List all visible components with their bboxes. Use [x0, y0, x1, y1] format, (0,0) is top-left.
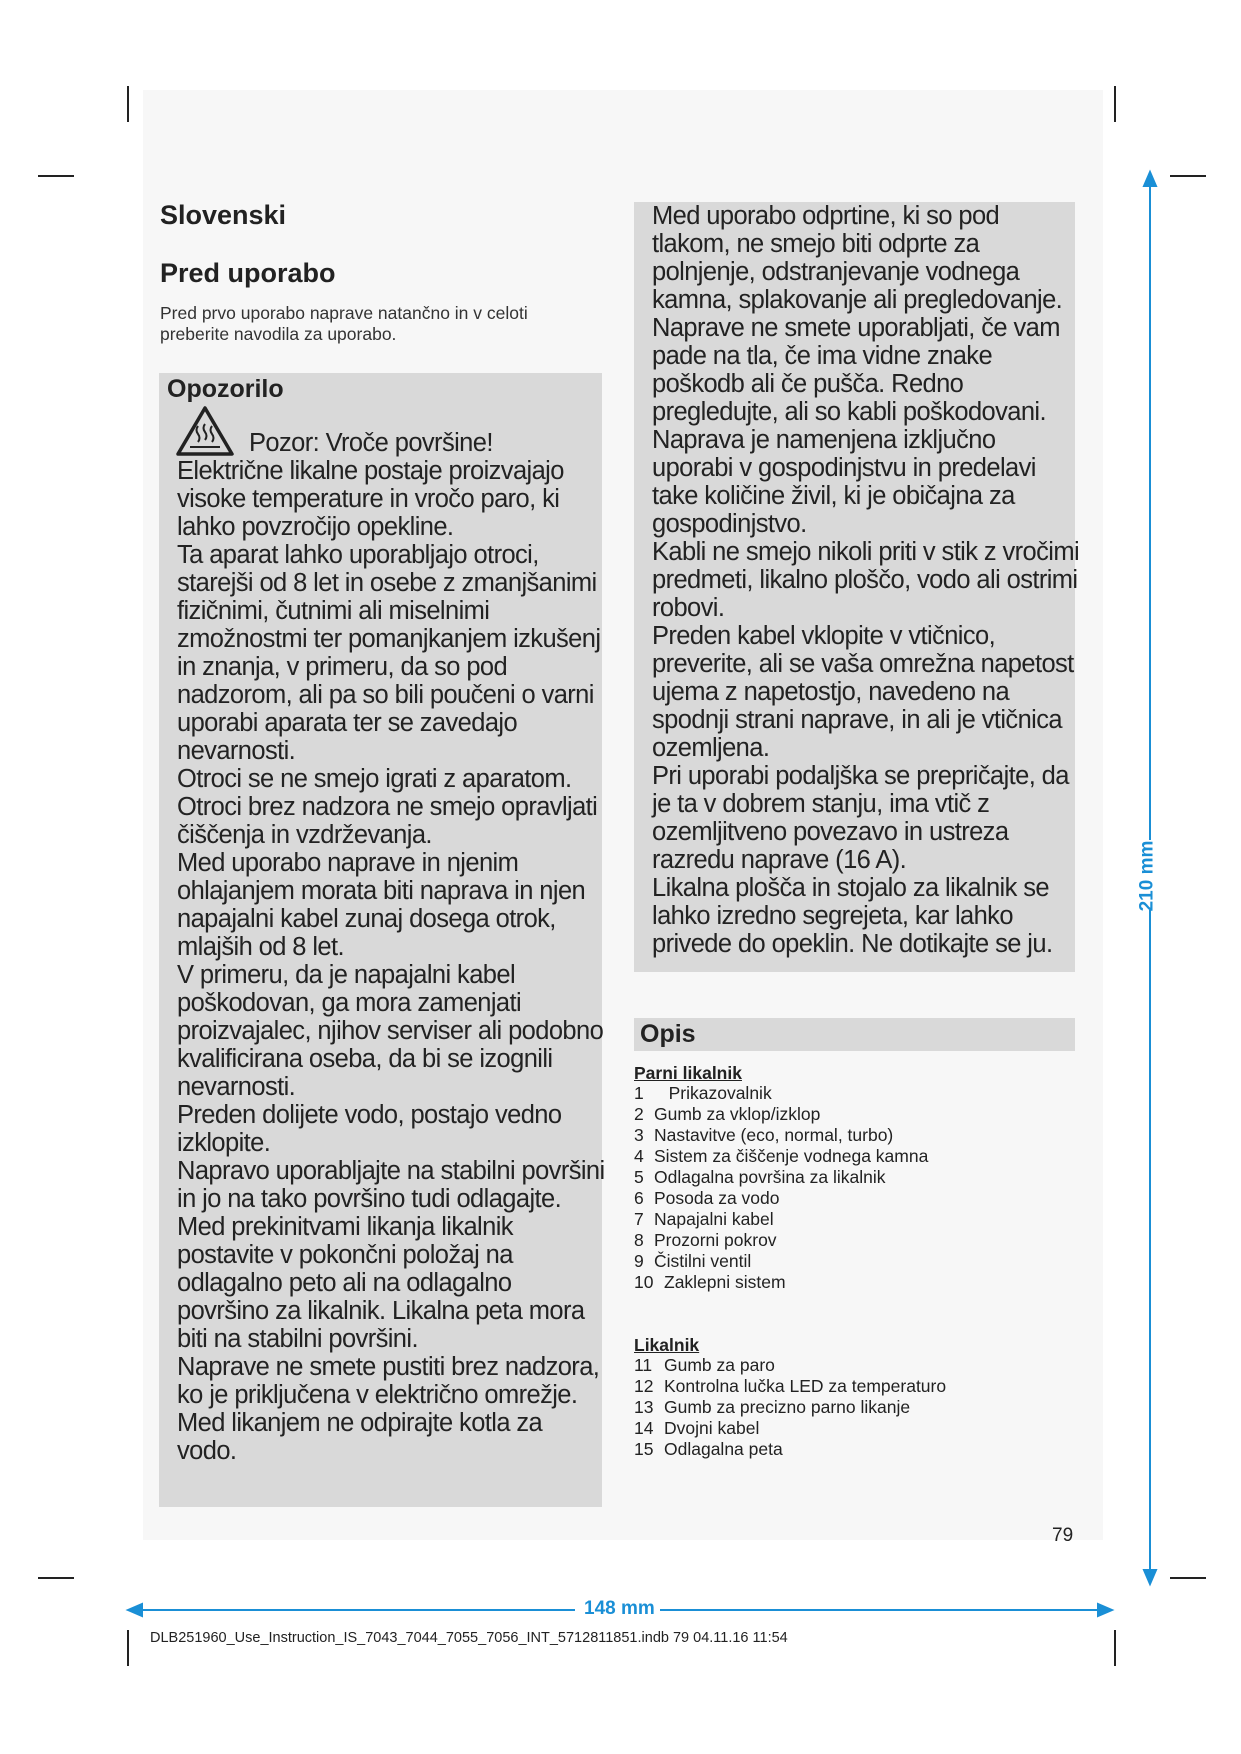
item-number: 5	[634, 1167, 644, 1187]
item-number: 11	[634, 1355, 653, 1375]
item-label: Sistem za čiščenje vodnega kamna	[654, 1146, 929, 1166]
item-label: Čistilni ventil	[654, 1251, 752, 1271]
warning-paragraph: Naprava je namenjena izključno uporabi v gospodinjstvu in predelavi take količine živil, ki je običajna za gospodinjstvo.	[652, 426, 1036, 538]
group-title-iron: Likalnik	[634, 1335, 700, 1355]
item-label: Dvojni kabel	[664, 1418, 760, 1438]
warning-paragraph: Pozor: Vroče površine!	[249, 429, 493, 457]
item-label: Nastavitve (eco, normal, turbo)	[654, 1125, 894, 1145]
height-dimension-label: 210 mm	[1136, 840, 1158, 912]
item-number: 15	[634, 1439, 654, 1459]
section-heading: Pred uporabo	[160, 258, 336, 288]
item-label: Prikazovalnik	[668, 1083, 772, 1103]
group-title-steam-iron: Parni likalnik	[634, 1063, 742, 1083]
warning-paragraph: Preden dolijete vodo, postajo vedno izklopite.	[177, 1101, 562, 1157]
arrow-right-icon	[1098, 1604, 1112, 1616]
item-label: Kontrolna lučka LED za temperaturo	[664, 1376, 947, 1396]
print-footer: DLB251960_Use_Instruction_IS_7043_7044_7055_7056_INT_5712811851.indb 79 04.11.16 11:54	[150, 1630, 788, 1646]
arrow-up-icon	[1144, 172, 1156, 186]
item-number: 8	[634, 1230, 644, 1250]
language-heading: Slovenski	[160, 200, 287, 230]
item-number: 6	[634, 1188, 644, 1208]
item-number: 12	[634, 1376, 654, 1396]
warning-paragraph: Med uporabo naprave in njenim ohlajanjem morata biti naprava in njen napajalni kabel zunaj dosega otrok, mlajših od 8 let.	[177, 849, 586, 961]
warning-paragraph: Pri uporabi podaljška se prepričajte, da je ta v dobrem stanju, ima vtič z ozemljitveno povezavo in ustreza razredu naprave (16 A).	[652, 762, 1069, 874]
warning-paragraph: Otroci se ne smejo igrati z aparatom.	[177, 765, 572, 793]
item-number: 14	[634, 1418, 654, 1438]
item-label: Posoda za vodo	[654, 1188, 780, 1208]
description-title: Opis	[640, 1020, 696, 1048]
page-number: 79	[1052, 1525, 1074, 1546]
warning-paragraph: Ta aparat lahko uporabljajo otroci, starejši od 8 let in osebe z zmanjšanimi fizičnimi, čutnimi ali miselnimi zmožnostmi ter pomanjkanjem izkušenj in znanja, v primeru, da so pod nadzorom, ali pa so bili poučeni o varni uporabi aparata ter se zavedajo nevarnosti.	[177, 541, 601, 765]
width-dimension-label: 148 mm	[584, 1598, 655, 1619]
arrow-left-icon	[128, 1604, 142, 1616]
item-label: Zaklepni sistem	[664, 1272, 786, 1292]
warning-paragraph: Naprave ne smete pustiti brez nadzora, ko je priključena v električno omrežje.	[177, 1353, 600, 1409]
item-label: Gumb za paro	[664, 1355, 775, 1375]
item-label: Prozorni pokrov	[654, 1230, 777, 1250]
item-number: 1	[634, 1083, 644, 1103]
warning-paragraph: Naprave ne smete uporabljati, če vam pade na tla, če ima vidne znake poškodb ali če pušča. Redno pregledujte, ali so kabli poškodovani.	[652, 314, 1060, 426]
intro-text: Pred prvo uporabo naprave natančno in v celoti preberite navodila za uporabo.	[160, 303, 528, 344]
item-number: 13	[634, 1397, 654, 1417]
item-label: Gumb za precizno parno likanje	[664, 1397, 911, 1417]
warning-paragraph: Med uporabo odprtine, ki so pod tlakom, ne smejo biti odprte za polnjenje, odstranjevanje vodnega kamna, splakovanje ali pregledovanje.	[652, 202, 1063, 314]
item-label: Odlagalna peta	[664, 1439, 783, 1459]
warning-paragraph: Likalna plošča in stojalo za likalnik se lahko izredno segrejeta, kar lahko privede do opeklin. Ne dotikajte se ju.	[652, 874, 1053, 958]
item-number: 9	[634, 1251, 644, 1271]
item-number: 10	[634, 1272, 654, 1292]
warning-paragraph: Med likanjem ne odpirajte kotla za vodo.	[177, 1409, 543, 1465]
item-label: Odlagalna površina za likalnik	[654, 1167, 886, 1187]
item-number: 7	[634, 1209, 644, 1229]
item-number: 2	[634, 1104, 644, 1124]
warning-paragraph: V primeru, da je napajalni kabel poškodovan, ga mora zamenjati proizvajalec, njihov serviser ali podobno kvalificirana oseba, da bi se izognili nevarnosti.	[177, 961, 604, 1101]
warning-paragraph: Električne likalne postaje proizvajajo visoke temperature in vročo paro, ki lahko povzročijo opekline.	[177, 457, 564, 541]
warning-title: Opozorilo	[167, 375, 284, 403]
item-number: 3	[634, 1125, 644, 1145]
warning-paragraph: Otroci brez nadzora ne smejo opravljati čiščenja in vzdrževanja.	[177, 793, 598, 849]
item-number: 4	[634, 1146, 644, 1166]
warning-paragraph: Preden kabel vklopite v vtičnico, preverite, ali se vaša omrežna napetost ujema z napetostjo, navedeno na spodnji strani naprave, in ali je vtičnica ozemljena.	[652, 622, 1074, 762]
warning-paragraph: Med prekinitvami likanja likalnik postavite v pokončni položaj na odlagalno peto ali na odlagalno površino za likalnik. Likalna peta mora biti na stabilni površini.	[177, 1213, 585, 1353]
arrow-down-icon	[1144, 1570, 1156, 1584]
item-label: Napajalni kabel	[654, 1209, 774, 1229]
item-label: Gumb za vklop/izklop	[654, 1104, 821, 1124]
warning-paragraph: Napravo uporabljajte na stabilni površini in jo na tako površino tudi odlagajte.	[177, 1157, 605, 1213]
warning-paragraph: Kabli ne smejo nikoli priti v stik z vročimi predmeti, likalno ploščo, vodo ali ostrimi robovi.	[652, 538, 1080, 622]
